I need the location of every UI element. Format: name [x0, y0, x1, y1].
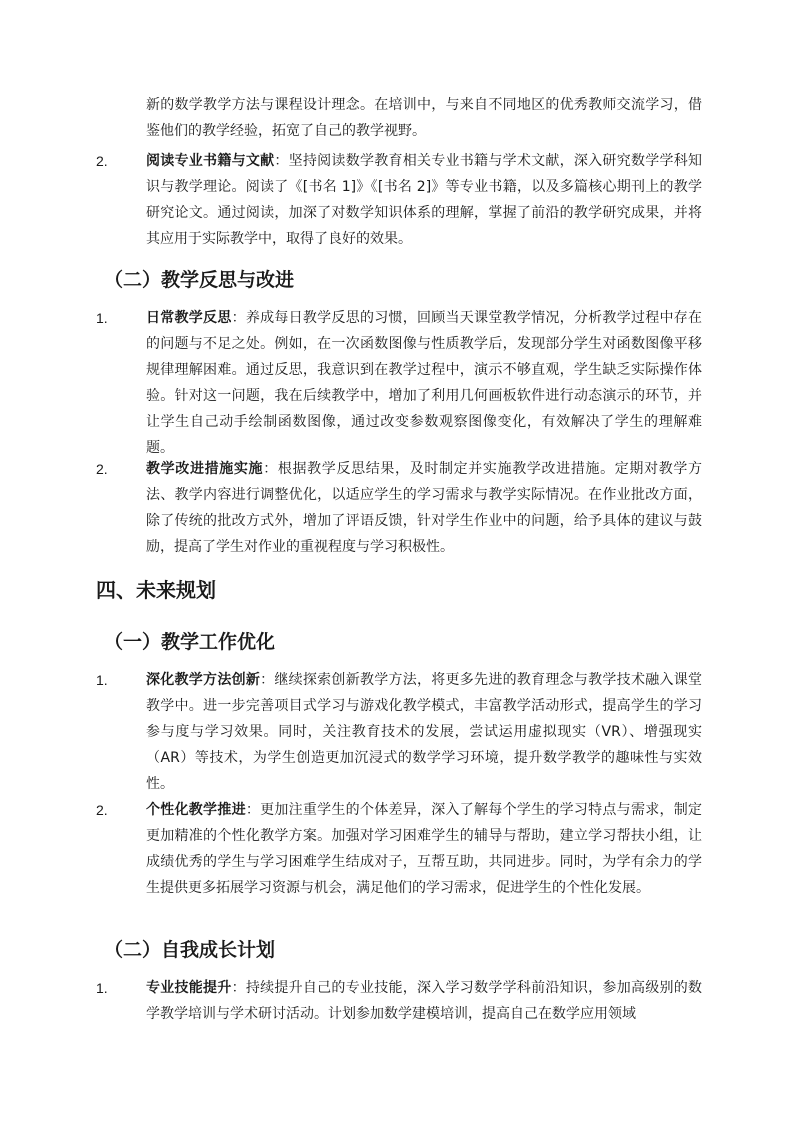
item-lead: 个性化教学推进 — [146, 802, 246, 818]
list-number: 2. — [96, 802, 108, 818]
heading-optimize: （一）教学工作优化 — [104, 631, 276, 653]
list-item-body — [146, 305, 702, 461]
list-number: 1. — [96, 672, 108, 688]
heading-reflection: （二）教学反思与改进 — [104, 269, 295, 291]
item-lead: 专业技能提升 — [146, 980, 232, 996]
item-text: ：继续探索创新教学方法，将更多先进的教育理念与教学技术融入课堂教学中。进一步完善项目式学习与游戏化教学模式，丰富教学活动形式，提高学生的学习参与度与学习效果。同时，关注教育技术的发展，尝试运用虚拟现实（VR）、增强现实（AR）等技术，为学生创造更加沉浸式的数学学习环境，提升数学教学的趣味性与实效性。 — [146, 672, 703, 792]
continuation-paragraph: 新的数学教学方法与课程设计理念。在培训中，与来自不同地区的优秀教师交流学习，借鉴他们的教学经验，拓宽了自己的教学视野。 — [146, 97, 702, 139]
item-lead: 教学改进措施实施 — [146, 461, 264, 477]
list-item-reading — [96, 148, 702, 252]
list-item-daily-reflection — [96, 305, 702, 461]
list-number: 2. — [96, 461, 108, 477]
list-item-skill-upgrade — [96, 975, 702, 1027]
list-item-method-innovation — [96, 667, 702, 797]
item-text: ：养成每日教学反思的习惯，回顾当天课堂教学情况，分析教学过程中存在的问题与不足之处。例如，在一次函数图像与性质教学后，发现部分学生对函数图像平移规律理解困难。通过反思，我意识到在教学过程中，演示不够直观，学生缺乏实际操作体验。针对这一问题，我在后续教学中，增加了利用几何画板软件进行动态演示的环节，并让学生自己动手绘制函数图像，通过改变参数观察图像变化，有效解决了学生的理解难题。 — [146, 310, 703, 456]
item-lead: 深化教学方法创新 — [146, 672, 261, 688]
list-item-improvement — [96, 456, 702, 560]
list-item-body — [146, 148, 702, 252]
item-lead: 阅读专业书籍与文献 — [146, 153, 275, 169]
heading-growth: （二）自我成长计划 — [104, 939, 276, 961]
list-item-body — [146, 797, 702, 901]
list-item-body — [146, 456, 702, 560]
item-text: ：坚持阅读数学教育相关专业书籍与学术文献，深入研究数学学科知识与教学理论。阅读了《[书名 1]》《[书名 2]》等专业书籍，以及多篇核心期刊上的教学研究论文。通过阅读，加深了对数学知识体系的理解，掌握了前沿的教学研究成果，并将其应用于实际教学中，取得了良好的效果。 — [146, 153, 703, 247]
item-lead: 日常教学反思 — [146, 310, 232, 326]
heading-future-plan: 四、未来规划 — [96, 578, 216, 602]
item-text: ：根据教学反思结果，及时制定并实施教学改进措施。定期对教学方法、教学内容进行调整优化，以适应学生的学习需求与教学实际情况。在作业批改方面，除了传统的批改方式外，增加了评语反馈，针对学生作业中的问题，给予具体的建议与鼓励，提高了学生对作业的重视程度与学习积极性。 — [146, 461, 703, 555]
item-text: ：更加注重学生的个体差异，深入了解每个学生的学习特点与需求，制定更加精准的个性化教学方案。加强对学习困难学生的辅导与帮助，建立学习帮扶小组，让成绩优秀的学生与学习困难学生结成对子，互帮互助，共同进步。同时，为学有余力的学生提供更多拓展学习资源与机会，满足他们的学习需求，促进学生的个性化发展。 — [146, 802, 702, 896]
list-number: 2. — [96, 153, 108, 169]
list-number: 1. — [96, 980, 108, 996]
list-item-body — [146, 667, 702, 797]
list-item-personalized — [96, 797, 702, 901]
item-text: ：持续提升自己的专业技能，深入学习数学学科前沿知识，参加高级别的数学教学培训与学术研讨活动。计划参加数学建模培训，提高自己在数学应用领域 — [146, 980, 703, 1022]
list-item-body — [146, 975, 702, 1027]
list-number: 1. — [96, 310, 108, 326]
